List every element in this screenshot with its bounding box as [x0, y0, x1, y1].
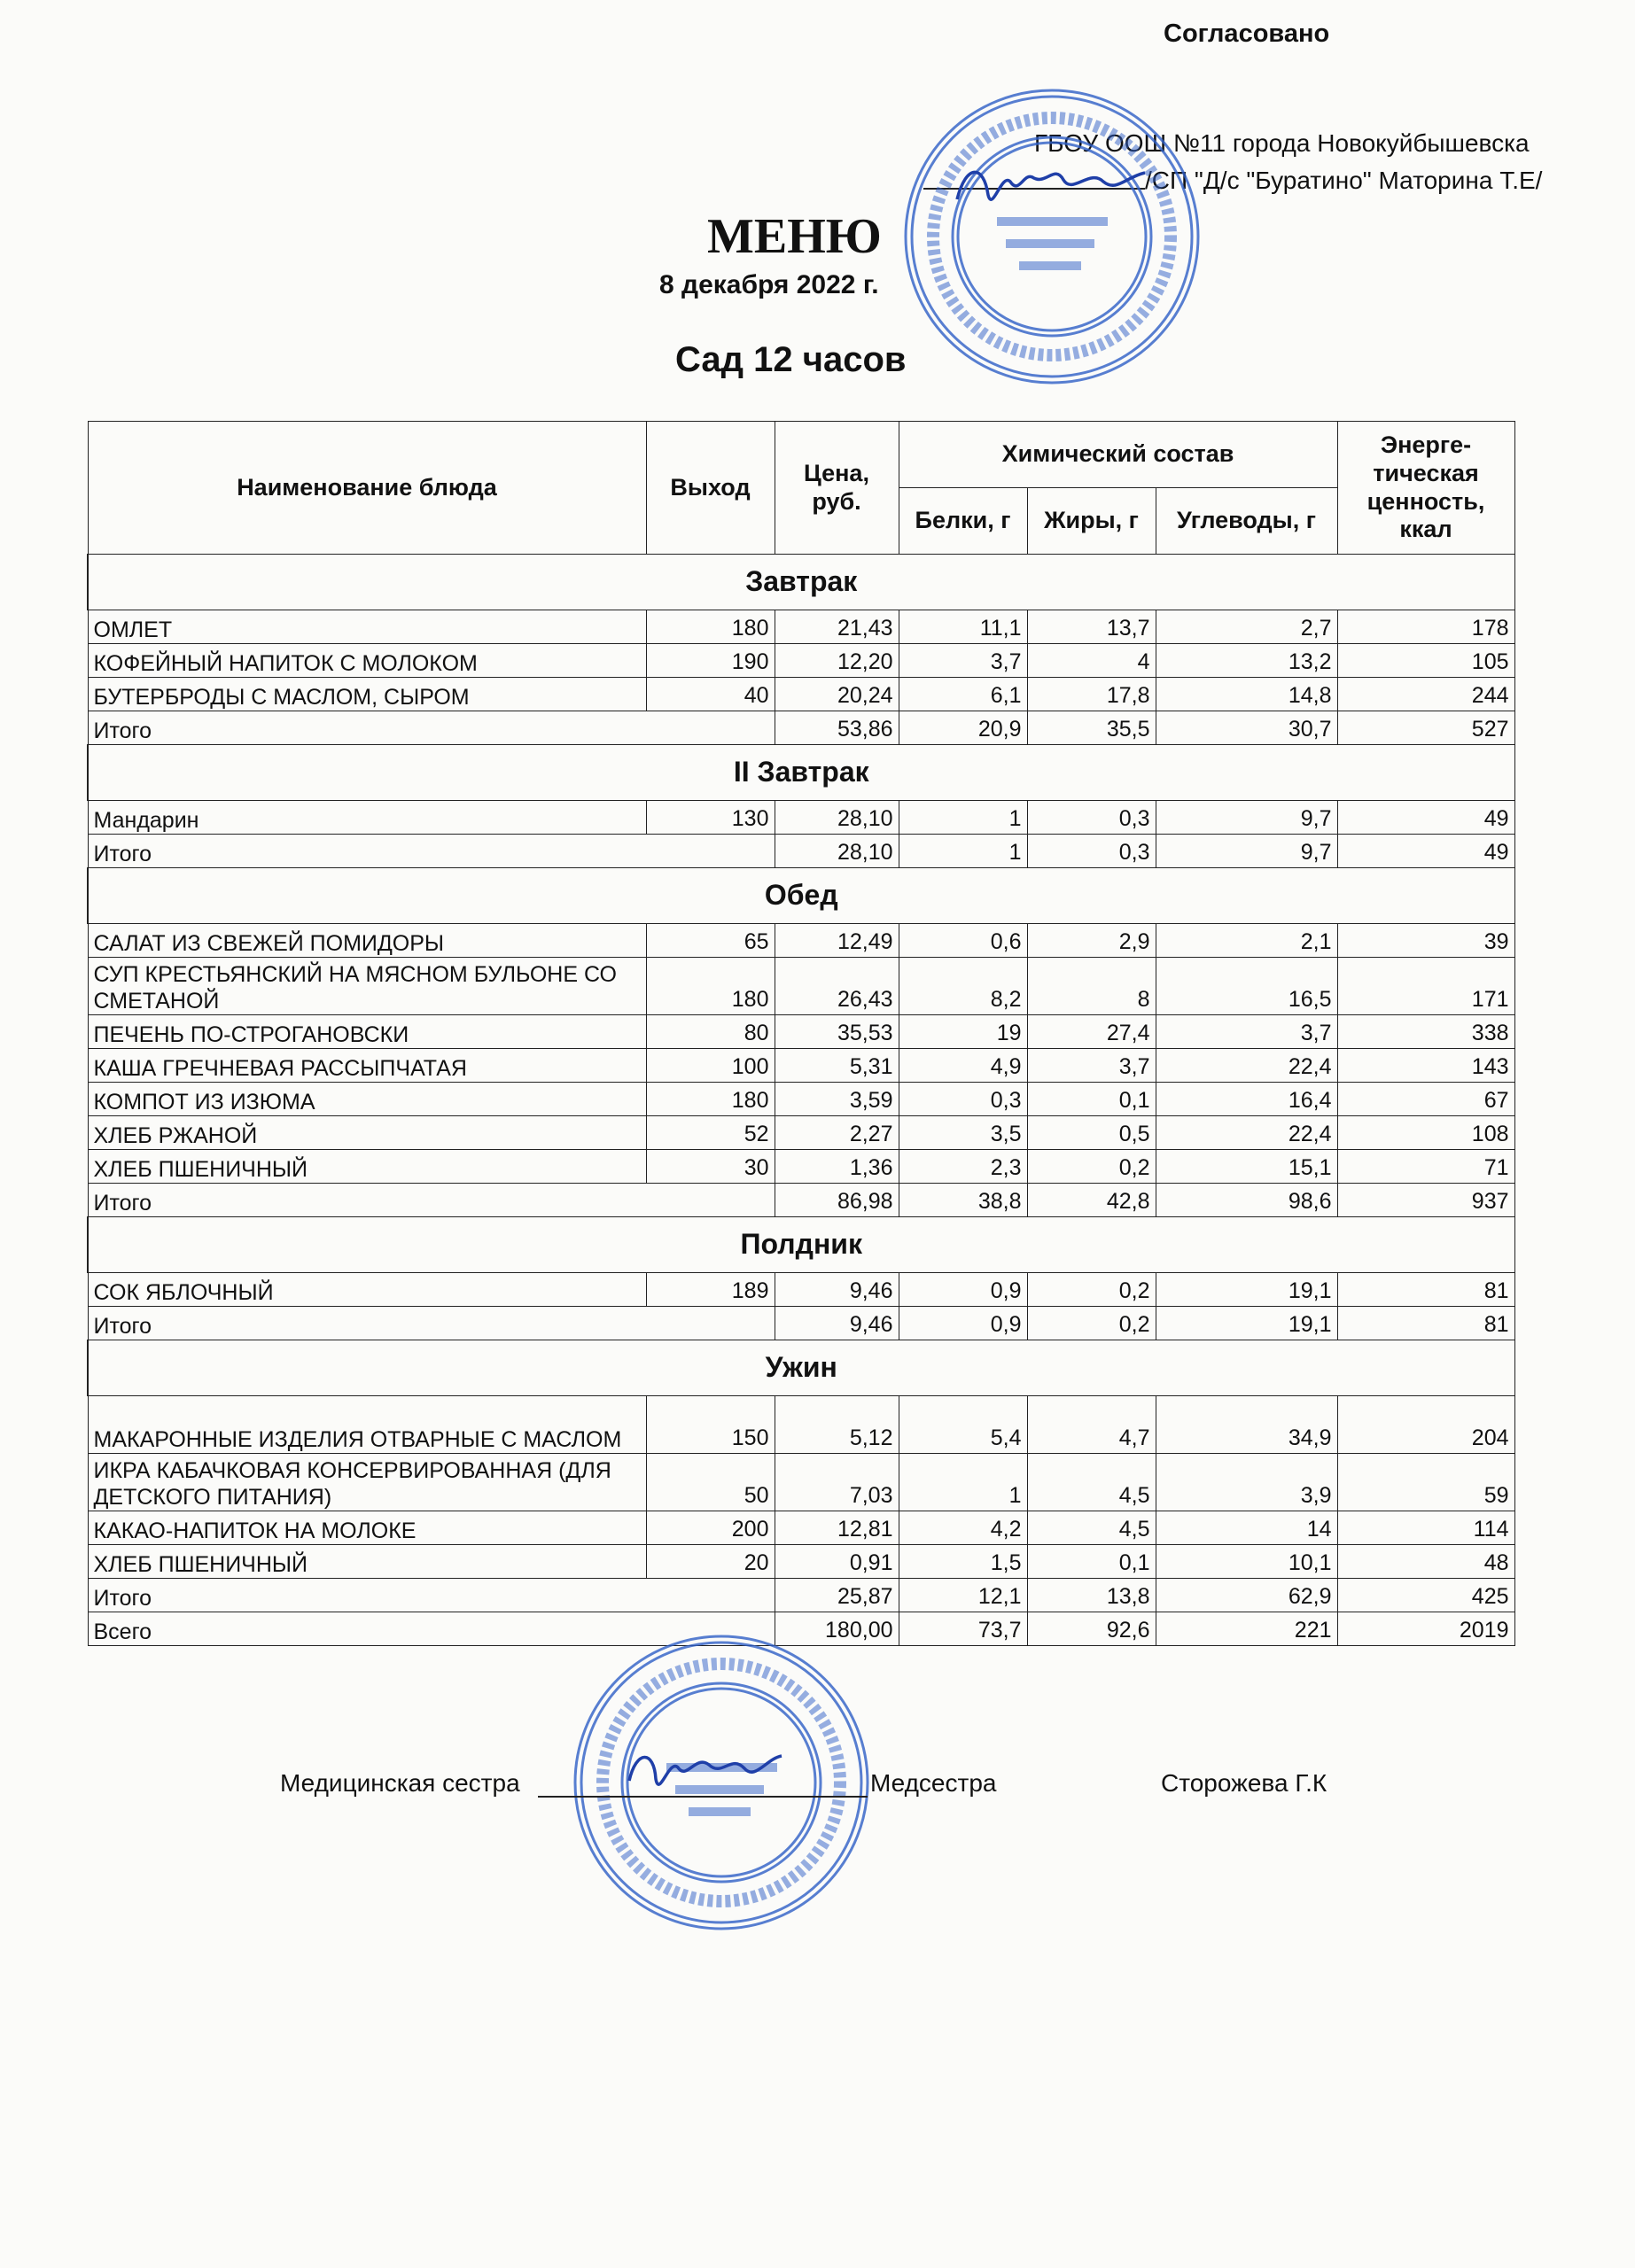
column-header-yield: Выход: [646, 422, 775, 555]
table-row: [88, 1511, 1514, 1545]
dish-name: СУП КРЕСТЬЯНСКИЙ НА МЯСНОМ БУЛЬОНЕ СО СМЕТАНОЙ: [88, 958, 646, 1015]
dish-protein: 0,3: [899, 1083, 1027, 1116]
total-carb: 98,6: [1156, 1184, 1337, 1217]
dish-price: 2,27: [775, 1116, 899, 1150]
dish-yield: 130: [646, 801, 775, 835]
dish-price: 5,31: [775, 1049, 899, 1083]
total-fat: 13,8: [1027, 1579, 1156, 1612]
section-row: [88, 1217, 1514, 1273]
dish-name: МАКАРОННЫЕ ИЗДЕЛИЯ ОТВАРНЫЕ С МАСЛОМ: [88, 1396, 646, 1454]
column-header-protein: Белки, г: [899, 488, 1027, 555]
table-row: [88, 1396, 1514, 1454]
grand-total-label: Всего: [88, 1612, 775, 1646]
table-row: [88, 1545, 1514, 1579]
total-price: 25,87: [775, 1579, 899, 1612]
dish-fat: 0,1: [1027, 1083, 1156, 1116]
section-row: [88, 745, 1514, 801]
dish-name: ИКРА КАБАЧКОВАЯ КОНСЕРВИРОВАННАЯ (ДЛЯ ДЕТСКОГО ПИТАНИЯ): [88, 1454, 646, 1511]
dish-carb: 22,4: [1156, 1049, 1337, 1083]
dish-carb: 16,5: [1156, 958, 1337, 1015]
section-row: [88, 1340, 1514, 1396]
dish-price: 12,20: [775, 644, 899, 678]
total-label: Итого: [88, 1307, 775, 1340]
dish-yield: 50: [646, 1454, 775, 1511]
dish-carb: 2,7: [1156, 610, 1337, 644]
table-row: [88, 801, 1514, 835]
dish-fat: 0,1: [1027, 1545, 1156, 1579]
dish-yield: 180: [646, 610, 775, 644]
column-header-carb: Углеводы, г: [1156, 488, 1337, 555]
dish-yield: 20: [646, 1545, 775, 1579]
organization-line-1: ГБОУ ООШ №11 города Новокуйбышевска: [1034, 129, 1530, 157]
table-row: [88, 1454, 1514, 1511]
total-row: [88, 835, 1514, 868]
dish-fat: 4,5: [1027, 1511, 1156, 1545]
dish-energy: 67: [1337, 1083, 1514, 1116]
dish-name: Мандарин: [88, 801, 646, 835]
dish-protein: 2,3: [899, 1150, 1027, 1184]
dish-price: 5,12: [775, 1396, 899, 1454]
table-row: [88, 958, 1514, 1015]
dish-carb: 13,2: [1156, 644, 1337, 678]
dish-price: 1,36: [775, 1150, 899, 1184]
table-row: [88, 1273, 1514, 1307]
top-stamp-icon: [899, 84, 1205, 390]
dish-fat: 2,9: [1027, 924, 1156, 958]
dish-name: КАКАО-НАПИТОК НА МОЛОКЕ: [88, 1511, 646, 1545]
dish-yield: 180: [646, 958, 775, 1015]
section-row: [88, 555, 1514, 610]
section-row: [88, 868, 1514, 924]
grand-total-energy: 2019: [1337, 1612, 1514, 1646]
dish-protein: 3,7: [899, 644, 1027, 678]
section-title: Ужин: [88, 1340, 1514, 1396]
table-row: [88, 644, 1514, 678]
dish-carb: 3,9: [1156, 1454, 1337, 1511]
dish-price: 12,49: [775, 924, 899, 958]
dish-yield: 190: [646, 644, 775, 678]
menu-table: [87, 421, 1515, 1646]
dish-price: 3,59: [775, 1083, 899, 1116]
dish-protein: 1: [899, 801, 1027, 835]
organization-line-2: /СП "Д/с "Буратино" Маторина Т.Е/: [1145, 167, 1543, 194]
dish-yield: 150: [646, 1396, 775, 1454]
grand-total-carb: 221: [1156, 1612, 1337, 1646]
table-row: [88, 1116, 1514, 1150]
dish-yield: 40: [646, 678, 775, 711]
dish-protein: 3,5: [899, 1116, 1027, 1150]
dish-price: 12,81: [775, 1511, 899, 1545]
dish-fat: 17,8: [1027, 678, 1156, 711]
total-carb: 9,7: [1156, 835, 1337, 868]
dish-name: САЛАТ ИЗ СВЕЖЕЙ ПОМИДОРЫ: [88, 924, 646, 958]
dish-name: ПЕЧЕНЬ ПО-СТРОГАНОВСКИ: [88, 1015, 646, 1049]
dish-price: 7,03: [775, 1454, 899, 1511]
dish-fat: 0,5: [1027, 1116, 1156, 1150]
dish-energy: 338: [1337, 1015, 1514, 1049]
column-header-chemical: Химический состав: [899, 422, 1337, 488]
dish-yield: 100: [646, 1049, 775, 1083]
dish-yield: 30: [646, 1150, 775, 1184]
column-header-price: Цена, руб.: [775, 422, 899, 555]
dish-name: СОК ЯБЛОЧНЫЙ: [88, 1273, 646, 1307]
total-label: Итого: [88, 835, 775, 868]
dish-fat: 4: [1027, 644, 1156, 678]
dish-carb: 34,9: [1156, 1396, 1337, 1454]
total-fat: 35,5: [1027, 711, 1156, 745]
dish-protein: 0,6: [899, 924, 1027, 958]
dish-yield: 52: [646, 1116, 775, 1150]
dish-carb: 9,7: [1156, 801, 1337, 835]
total-protein: 12,1: [899, 1579, 1027, 1612]
total-energy: 425: [1337, 1579, 1514, 1612]
dish-energy: 143: [1337, 1049, 1514, 1083]
dish-energy: 244: [1337, 678, 1514, 711]
total-energy: 81: [1337, 1307, 1514, 1340]
column-header-fat: Жиры, г: [1027, 488, 1156, 555]
dish-fat: 13,7: [1027, 610, 1156, 644]
dish-energy: 81: [1337, 1273, 1514, 1307]
table-row: [88, 678, 1514, 711]
page-title: МЕНЮ: [707, 209, 882, 264]
dish-fat: 0,2: [1027, 1273, 1156, 1307]
dish-protein: 8,2: [899, 958, 1027, 1015]
dish-protein: 0,9: [899, 1273, 1027, 1307]
dish-price: 9,46: [775, 1273, 899, 1307]
dish-energy: 204: [1337, 1396, 1514, 1454]
top-signature-icon: [948, 146, 1152, 226]
dish-name: КОФЕЙНЫЙ НАПИТОК С МОЛОКОМ: [88, 644, 646, 678]
column-header-name: Наименование блюда: [88, 422, 646, 555]
dish-energy: 48: [1337, 1545, 1514, 1579]
grand-total-price: 180,00: [775, 1612, 899, 1646]
section-title: Завтрак: [88, 555, 1514, 610]
total-label: Итого: [88, 711, 775, 745]
dish-yield: 200: [646, 1511, 775, 1545]
dish-carb: 15,1: [1156, 1150, 1337, 1184]
total-label: Итого: [88, 1184, 775, 1217]
section-title: Обед: [88, 868, 1514, 924]
total-protein: 1: [899, 835, 1027, 868]
dish-price: 28,10: [775, 801, 899, 835]
dish-fat: 8: [1027, 958, 1156, 1015]
total-protein: 38,8: [899, 1184, 1027, 1217]
dish-protein: 6,1: [899, 678, 1027, 711]
dish-energy: 59: [1337, 1454, 1514, 1511]
dish-energy: 114: [1337, 1511, 1514, 1545]
total-fat: 0,3: [1027, 835, 1156, 868]
dish-energy: 39: [1337, 924, 1514, 958]
table-row: [88, 1049, 1514, 1083]
dish-carb: 3,7: [1156, 1015, 1337, 1049]
dish-name: ХЛЕБ ПШЕНИЧНЫЙ: [88, 1150, 646, 1184]
footer-signature-line: [538, 1796, 868, 1798]
menu-date: 8 декабря 2022 г.: [659, 270, 879, 299]
dish-protein: 11,1: [899, 610, 1027, 644]
dish-yield: 189: [646, 1273, 775, 1307]
total-fat: 0,2: [1027, 1307, 1156, 1340]
dish-fat: 27,4: [1027, 1015, 1156, 1049]
table-row: [88, 1083, 1514, 1116]
dish-energy: 71: [1337, 1150, 1514, 1184]
dish-carb: 22,4: [1156, 1116, 1337, 1150]
total-row: [88, 1579, 1514, 1612]
total-energy: 49: [1337, 835, 1514, 868]
dish-fat: 4,5: [1027, 1454, 1156, 1511]
dish-protein: 1,5: [899, 1545, 1027, 1579]
total-price: 53,86: [775, 711, 899, 745]
column-header-energy: Энерге-тическая ценность, ккал: [1337, 422, 1514, 555]
total-carb: 30,7: [1156, 711, 1337, 745]
dish-protein: 5,4: [899, 1396, 1027, 1454]
dish-carb: 14,8: [1156, 678, 1337, 711]
dish-price: 20,24: [775, 678, 899, 711]
dish-yield: 65: [646, 924, 775, 958]
dish-name: ХЛЕБ ПШЕНИЧНЫЙ: [88, 1545, 646, 1579]
total-row: [88, 1307, 1514, 1340]
dish-name: БУТЕРБРОДЫ С МАСЛОМ, СЫРОМ: [88, 678, 646, 711]
approval-label: Согласовано: [1164, 19, 1330, 48]
table-row: [88, 924, 1514, 958]
total-price: 9,46: [775, 1307, 899, 1340]
grand-total-fat: 92,6: [1027, 1612, 1156, 1646]
total-price: 86,98: [775, 1184, 899, 1217]
dish-name: ОМЛЕТ: [88, 610, 646, 644]
section-title: Полдник: [88, 1217, 1514, 1273]
dish-protein: 4,9: [899, 1049, 1027, 1083]
footer-role: Медсестра: [870, 1769, 997, 1797]
total-label: Итого: [88, 1579, 775, 1612]
dish-price: 21,43: [775, 610, 899, 644]
total-energy: 527: [1337, 711, 1514, 745]
total-protein: 20,9: [899, 711, 1027, 745]
dish-carb: 19,1: [1156, 1273, 1337, 1307]
dish-fat: 0,3: [1027, 801, 1156, 835]
footer-name: Сторожева Г.К: [1161, 1769, 1327, 1797]
total-protein: 0,9: [899, 1307, 1027, 1340]
dish-protein: 4,2: [899, 1511, 1027, 1545]
dish-yield: 180: [646, 1083, 775, 1116]
total-row: [88, 711, 1514, 745]
total-row: [88, 1184, 1514, 1217]
table-row: [88, 1015, 1514, 1049]
menu-subtitle: Сад 12 часов: [675, 340, 907, 379]
dish-price: 26,43: [775, 958, 899, 1015]
dish-name: ХЛЕБ РЖАНОЙ: [88, 1116, 646, 1150]
dish-energy: 49: [1337, 801, 1514, 835]
dish-carb: 10,1: [1156, 1545, 1337, 1579]
dish-carb: 14: [1156, 1511, 1337, 1545]
table-row: [88, 1150, 1514, 1184]
dish-name: КОМПОТ ИЗ ИЗЮМА: [88, 1083, 646, 1116]
dish-fat: 0,2: [1027, 1150, 1156, 1184]
section-title: II Завтрак: [88, 745, 1514, 801]
table-row: [88, 610, 1514, 644]
total-energy: 937: [1337, 1184, 1514, 1217]
dish-energy: 108: [1337, 1116, 1514, 1150]
total-fat: 42,8: [1027, 1184, 1156, 1217]
dish-price: 0,91: [775, 1545, 899, 1579]
grand-total-protein: 73,7: [899, 1612, 1027, 1646]
total-price: 28,10: [775, 835, 899, 868]
total-carb: 62,9: [1156, 1579, 1337, 1612]
dish-energy: 171: [1337, 958, 1514, 1015]
dish-energy: 178: [1337, 610, 1514, 644]
menu-table-body: [88, 555, 1514, 1646]
dish-protein: 1: [899, 1454, 1027, 1511]
menu-table-header: [88, 422, 1514, 555]
dish-name: КАША ГРЕЧНЕВАЯ РАССЫПЧАТАЯ: [88, 1049, 646, 1083]
dish-carb: 2,1: [1156, 924, 1337, 958]
dish-price: 35,53: [775, 1015, 899, 1049]
footer-position-label: Медицинская сестра: [280, 1769, 520, 1797]
dish-carb: 16,4: [1156, 1083, 1337, 1116]
dish-yield: 80: [646, 1015, 775, 1049]
dish-fat: 4,7: [1027, 1396, 1156, 1454]
dish-protein: 19: [899, 1015, 1027, 1049]
dish-energy: 105: [1337, 644, 1514, 678]
total-carb: 19,1: [1156, 1307, 1337, 1340]
dish-fat: 3,7: [1027, 1049, 1156, 1083]
